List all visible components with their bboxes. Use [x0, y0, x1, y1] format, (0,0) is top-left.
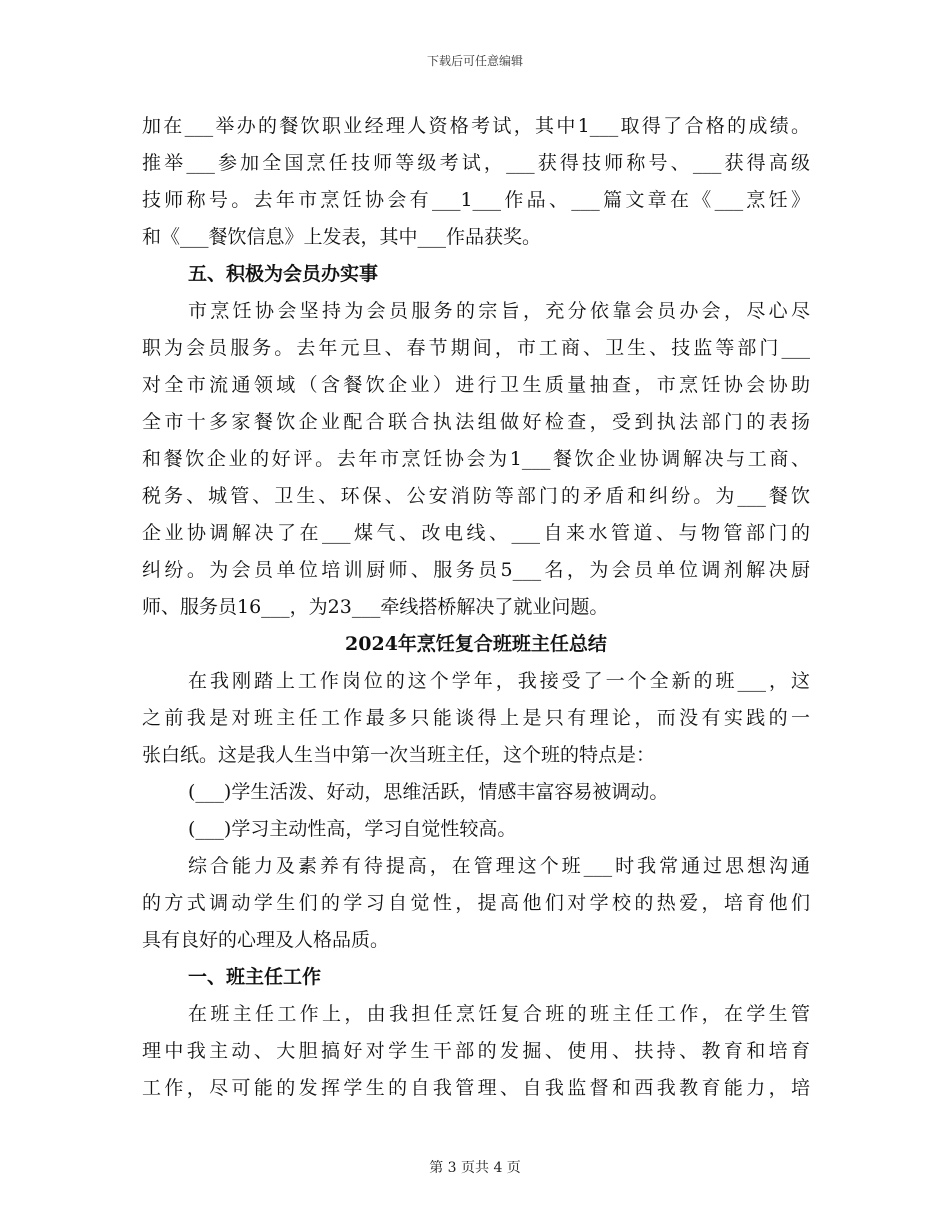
body-line: 纠纷。为会员单位培训厨师、服务员5___名，为会员单位调剂解决厨 [142, 559, 810, 581]
document-title: 2024年烹饪复合班班主任总结 [345, 633, 607, 655]
section-heading: 五、积极为会员办实事 [188, 263, 379, 285]
body-line: 和餐饮企业的好评。去年市烹饪协会为1___餐饮企业协调解决与工商、 [142, 448, 810, 470]
body-line: 张白纸。这是我人生当中第一次当班主任，这个班的特点是： [142, 744, 656, 766]
body-line: 的方式调动学生们的学习自觉性，提高他们对学校的热爱，培育他们 [142, 892, 810, 914]
body-line: 综合能力及素养有待提高，在管理这个班___时我常通过思想沟通 [188, 855, 810, 877]
body-line: 在我刚踏上工作岗位的这个学年，我接受了一个全新的班___，这 [188, 670, 810, 692]
body-line: 具有良好的心理及人格品质。 [142, 929, 390, 951]
body-line: 和《___餐饮信息》上发表，其中___作品获奖。 [142, 226, 542, 248]
body-line: 加在___举办的餐饮职业经理人资格考试，其中1___取得了合格的成绩。 [142, 115, 810, 137]
page-footer: 第 3 页共 4 页 [429, 1160, 521, 1176]
list-item: (___)学生活泼、好动，思维活跃，情感丰富容易被调动。 [188, 781, 669, 803]
body-line: 税务、城管、卫生、环保、公安消防等部门的矛盾和纠纷。为___餐饮 [142, 485, 810, 507]
body-line: 推举___参加全国烹任技师等级考试，___获得技师称号、___获得高级 [142, 152, 810, 174]
body-line: 工作，尽可能的发挥学生的自我管理、自我监督和西我教育能力，培 [142, 1077, 810, 1099]
document-body [142, 108, 810, 1107]
body-line: 技师称号。去年市烹饪协会有___1___作品、___篇文章在《___烹饪》 [142, 189, 810, 211]
list-item: (___)学习主动性高，学习自觉性较高。 [188, 818, 517, 840]
body-line: 市烹饪协会坚持为会员服务的宗旨，充分依靠会员办会，尽心尽 [188, 300, 810, 322]
body-line: 师、服务员16___，为23___牵线搭桥解决了就业问题。 [142, 596, 609, 618]
body-line: 之前我是对班主任工作最多只能谈得上是只有理论，而没有实践的一 [142, 707, 810, 729]
section-heading: 一、班主任工作 [188, 966, 322, 988]
body-line: 在班主任工作上，由我担任烹饪复合班的班主任工作，在学生管 [188, 1003, 810, 1025]
body-line: 职为会员服务。去年元旦、春节期间，市工商、卫生、技监等部门___ [142, 337, 810, 359]
body-line: 对全市流通领域（含餐饮企业）进行卫生质量抽查，市烹饪协会协助 [142, 374, 810, 396]
body-line: 理中我主动、大胆搞好对学生干部的发掘、使用、扶持、教育和培育 [142, 1040, 810, 1062]
body-line: 企业协调解决了在___煤气、改电线、___自来水管道、与物管部门的 [142, 522, 810, 544]
body-line: 全市十多家餐饮企业配合联合执法组做好检查，受到执法部门的表扬 [142, 411, 810, 433]
page-header: 下载后可任意编辑 [426, 54, 523, 68]
